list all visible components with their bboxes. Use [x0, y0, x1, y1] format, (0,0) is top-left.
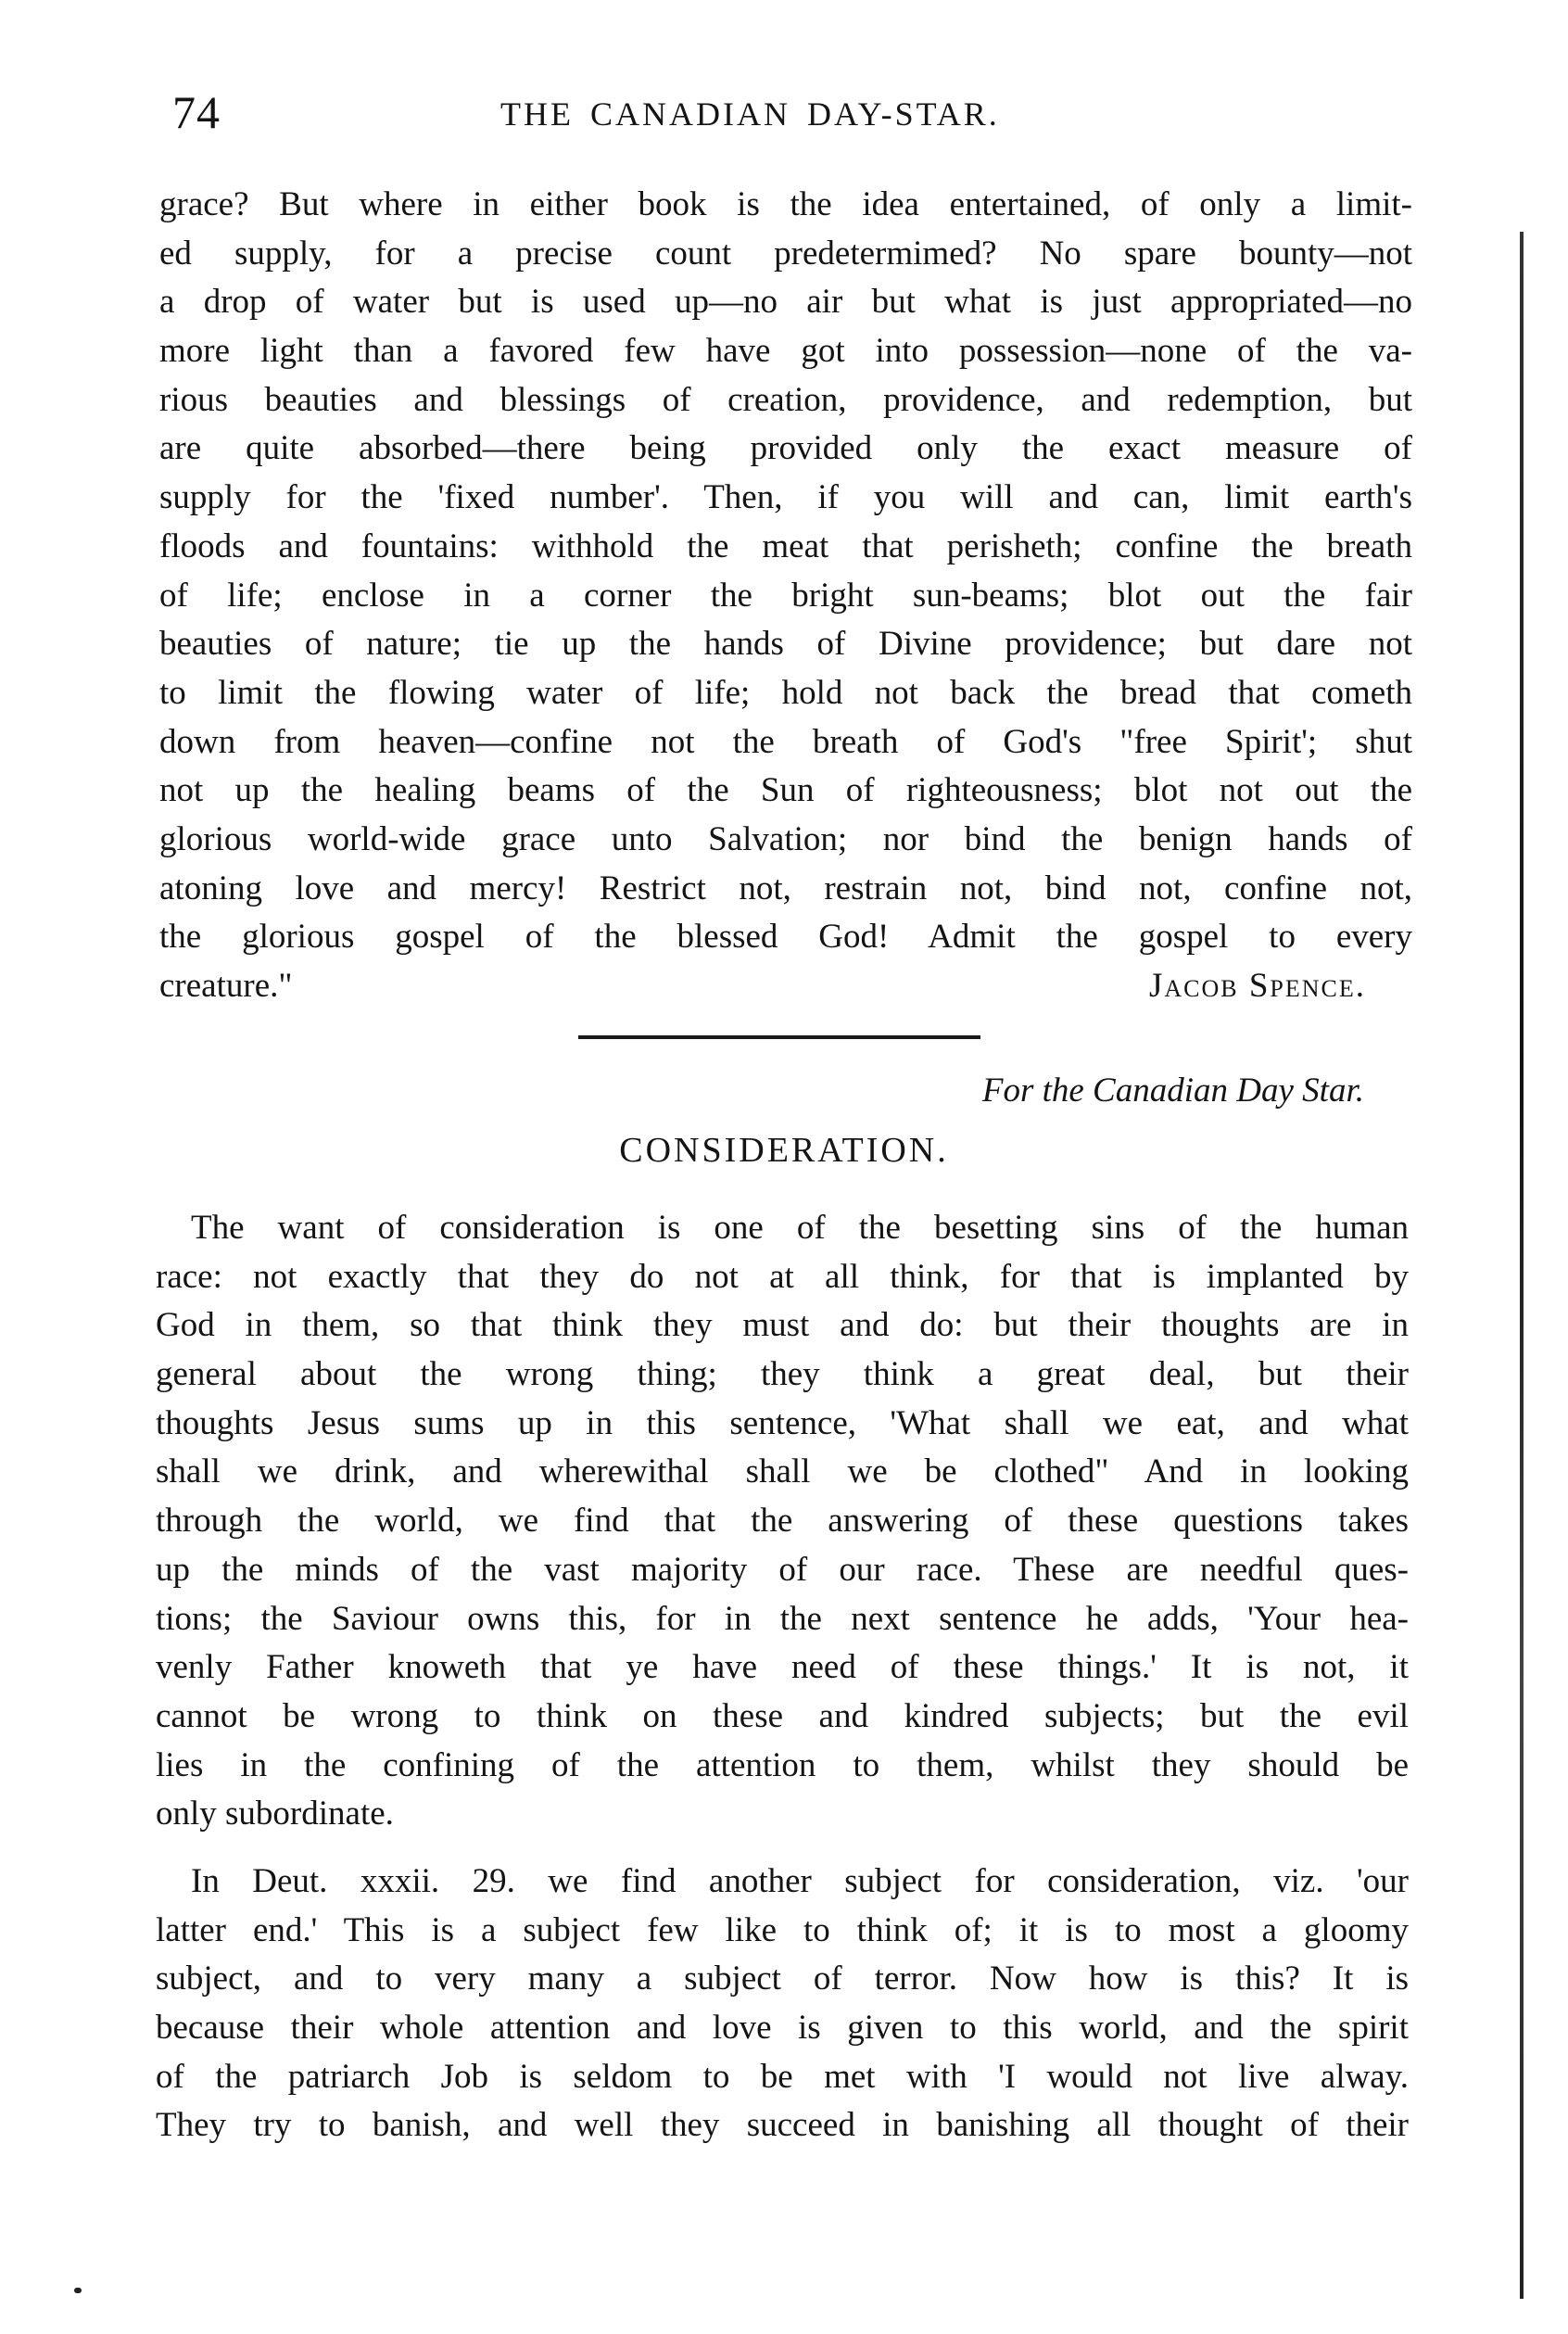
text-line: cannot be wrong to think on these and kindred subjects; but the evil	[156, 1696, 1409, 1735]
text-line: down from heaven—confine not the breath of God's "free Spirit'; shut	[159, 722, 1412, 761]
text-line: of the patriarch Job is seldom to be met with 'I would not live alway.	[156, 2057, 1409, 2096]
text-line: to limit the flowing water of life; hold not back the bread that cometh	[159, 673, 1412, 712]
text-line: rious beauties and blessings of creation, providence, and redemption, but	[159, 380, 1412, 419]
text-line: atoning love and mercy! Restrict not, restrain not, bind not, confine not,	[159, 869, 1412, 907]
text-line: ed supply, for a precise count predetermimed? No spare bounty—not	[159, 234, 1412, 273]
text-line: up the minds of the vast majority of our race. These are needful ques-	[156, 1550, 1409, 1589]
text-line: because their whole attention and love is given to this world, and the spirit	[156, 2009, 1409, 2048]
text-line: only subordinate.	[156, 1795, 394, 1833]
text-line: lies in the confining of the attention to them, whilst they should be	[156, 1745, 1409, 1784]
author-signature: Jacob Spence.	[1148, 967, 1366, 1005]
text-line: shall we drink, and wherewithal shall we be clothed" And in looking	[156, 1452, 1409, 1491]
text-line: are quite absorbed—there being provided only the exact measure of	[159, 429, 1412, 468]
paragraph-2	[156, 1858, 1409, 2150]
ink-speck	[74, 2288, 82, 2293]
paragraph-1	[156, 1204, 1409, 1839]
text-line: general about the wrong thing; they think a great deal, but their	[156, 1355, 1409, 1394]
text-line: The want of consideration is one of the besetting sins of the human	[191, 1209, 1409, 1247]
text-line: beauties of nature; tie up the hands of Divine providence; but dare not	[159, 625, 1412, 664]
text-line: In Deut. xxxii. 29. we find another subject for consideration, viz. 'our	[191, 1862, 1409, 1900]
page-edge-shadow	[1520, 232, 1524, 2299]
text-line: creature."	[159, 967, 293, 1005]
text-line: glorious world-wide grace unto Salvation; nor bind the benign hands of	[159, 819, 1412, 858]
text-line: tions; the Saviour owns this, for in the next sentence he adds, 'Your hea-	[156, 1599, 1409, 1638]
text-line: the glorious gospel of the blessed God! Admit the gospel to every	[159, 918, 1412, 957]
text-line: race: not exactly that they do not at all think, for that is implanted by	[156, 1257, 1409, 1296]
text-line: grace? But where in either book is the idea entertained, of only a limit-	[159, 185, 1412, 223]
page-number: 74	[172, 86, 221, 138]
text-line: through the world, we find that the answering of these questions takes	[156, 1502, 1409, 1541]
text-line: not up the healing beams of the Sun of righteousness; blot not out the	[159, 771, 1412, 810]
attribution-line: For the Canadian Day Star.	[981, 1072, 1364, 1110]
text-line: supply for the 'fixed number'. Then, if you will and can, limit earth's	[159, 478, 1412, 517]
text-line: thoughts Jesus sums up in this sentence, 'What shall we eat, and what	[156, 1403, 1409, 1442]
text-line: more light than a favored few have got into possession—none of the va-	[159, 332, 1412, 371]
section-divider	[578, 1035, 980, 1039]
running-header	[0, 85, 1568, 141]
text-line: a drop of water but is used up—no air but what is just appropriated—no	[159, 283, 1412, 322]
closing-line	[159, 962, 1412, 1011]
text-line: venly Father knoweth that ye have need of these things.' It is not, it	[156, 1648, 1409, 1687]
text-line: They try to banish, and well they succeed in banishing all thought of their	[156, 2106, 1409, 2145]
continued-text	[159, 181, 1412, 1011]
running-title: THE CANADIAN DAY-STAR.	[500, 95, 1000, 133]
text-line: subject, and to very many a subject of terror. Now how is this? It is	[156, 1960, 1409, 1998]
text-line: floods and fountains: withhold the meat that perisheth; confine the breath	[159, 526, 1412, 565]
article-title: CONSIDERATION.	[619, 1131, 949, 1170]
text-line: God in them, so that think they must and do: but their thoughts are in	[156, 1306, 1409, 1345]
text-line: latter end.' This is a subject few like to think of; it is to most a gloomy	[156, 1910, 1409, 1949]
text-line: of life; enclose in a corner the bright sun-beams; blot out the fair	[159, 576, 1412, 615]
